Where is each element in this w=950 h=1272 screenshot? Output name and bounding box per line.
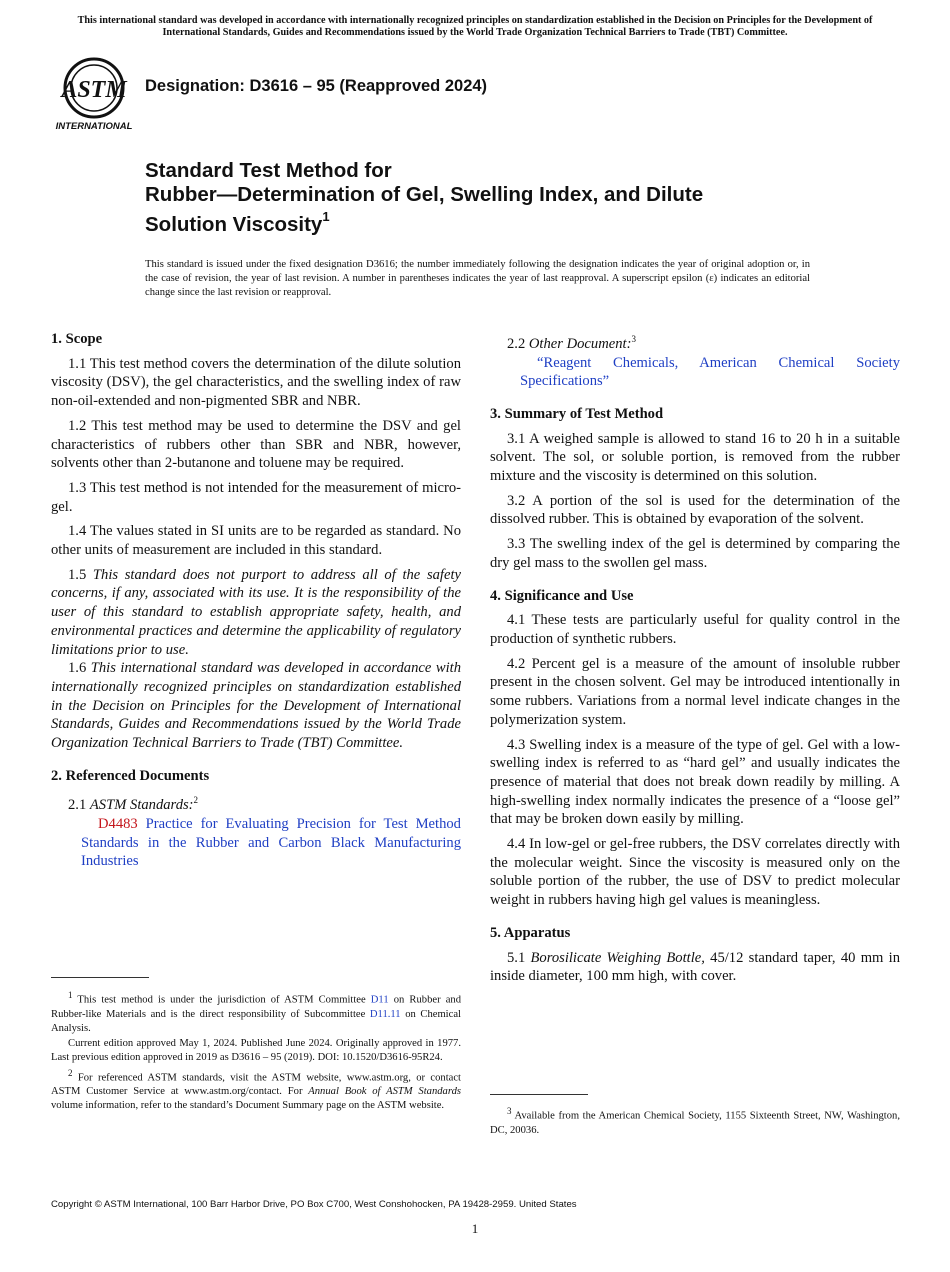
astm-logo (54, 56, 134, 132)
committee-d11-link[interactable]: D11 (370, 994, 389, 1006)
left-column (51, 330, 461, 871)
section-heading-summary: 3. Summary of Test Method (490, 405, 664, 422)
paragraph-1-5: 1.5 This standard does not purport to address all of the safety concerns, if any, associated with its use. It is the responsibility of the user of this standard to establish appropriate safety, health, and environmental practices and determine the applicability of regulatory limitations prior to use. (51, 566, 461, 658)
section-heading-scope: 1. Scope (51, 331, 103, 347)
footnote-divider-left (51, 977, 149, 978)
footnotes-left (51, 988, 461, 1113)
subcommittee-d11-11-link[interactable]: D11.11 (369, 1008, 401, 1020)
footnotes-right (490, 1104, 900, 1138)
title-line-3: Solution Viscosity$^1$ (145, 209, 330, 236)
paragraph-4-1: 4.1 These tests are particularly useful for quality control in the production of synthetic rubbers. (490, 612, 900, 647)
paragraph-2-1: 2.1 ASTM Standards:$^2$ (68, 795, 199, 814)
paragraph-1-2: 1.2 This test method may be used to determine the DSV and gel characteristics of rubbers other than SBR and NBR, however, solvents other than 2-butanone and toluene may be required. (51, 417, 461, 472)
title-line-2: Rubber—Determination of Gel, Swelling Index, and Dilute (145, 183, 704, 206)
document-title (145, 159, 865, 237)
right-column (490, 330, 900, 986)
title-line-1: Standard Test Method for (145, 159, 392, 182)
section-heading-apparatus: 5. Apparatus (490, 924, 571, 941)
section-heading-referenced-documents: 2. Referenced Documents (51, 767, 210, 784)
logo-subtext: INTERNATIONAL (55, 121, 133, 132)
reference-reagent-chemicals-link[interactable]: “Reagent Chemicals, American Chemical Society Specifications” (520, 354, 900, 390)
section-heading-significance: 4. Significance and Use (490, 587, 634, 604)
footnote-divider-right (490, 1094, 588, 1095)
paragraph-1-6: 1.6 This international standard was developed in accordance with internationally recognized principles on standardization established in the Decision on Principles for the Development of International Standards, Guides and Recommendations issued by the World Trade Organization Technical Barriers to Trade (TBT) Committee. (51, 660, 462, 752)
paragraph-3-2: 3.2 A portion of the sol is used for the determination of the dissolved rubber. This is obtained by evaporation of the solvent. (490, 492, 900, 528)
intro-paragraph: This standard is issued under the fixed designation D3616; the number immediately following the designation indicates the year of original adoption or, in the case of revision, the year of last revision. A number in parentheses indicates the year of last reapproval. A superscript epsilon (ε) indicates an editorial change since the last revision or reapproval. (145, 259, 810, 298)
paragraph-4-3: 4.3 Swelling index is a measure of the type of gel. Gel with a low-swelling index is referred to as “hard gel” and usually indicates the presence of material that does not break down readily by milling. A high-swelling index normally indicates the presence of a “loose gel” that may be broken down easily by milling. (490, 736, 900, 828)
reference-title-link[interactable]: Practice for Evaluating Precision for Test Method Standards in the Rubber and Carbon Black Manufacturing Industries (81, 816, 461, 870)
page-number: 1 (471, 1221, 479, 1236)
paragraph-4-4: 4.4 In low-gel or gel-free rubbers, the DSV correlates directly with the molecular weight. Since the viscosity is measured only on the soluble portion of the rubber, the use of DSV to predict molecular weight in rubbers having high gel values is meaningless. (490, 836, 900, 909)
footnote-ref-3[interactable]: 3 (631, 334, 636, 344)
development-notice: This international standard was developed in accordance with internationally recognized principles on standardization established in the Decision on Principles for the Development of International Standards, Guides and Recommendations issued by the World Trade Organization Technical Barriers to Trade (TBT) Committee. (77, 15, 873, 38)
paragraph-1-1: 1.1 This test method covers the determination of the dilute solution viscosity (DSV), the gel characteristics, and the swelling index of raw non-oil-extended and non-pigmented SBR and NBR. (51, 355, 461, 410)
paragraph-3-1: 3.1 A weighed sample is allowed to stand 16 to 20 h in a suitable solvent. The sol, or soluble portion, is removed from the rubber mixture and the viscosity is determined on this solution. (490, 430, 900, 485)
footnote-1-edition: Current edition approved May 1, 2024. Published June 2024. Originally approved in 1977. Last previous edition approved in 2019 as D3616 – 95 (2019). DOI: 10.1520/D3616-95R24. (51, 1037, 461, 1063)
copyright-line: Copyright © ASTM International, 100 Barr Harbor Drive, PO Box C700, West Conshohocken, PA 19428-2959. United States (51, 1199, 577, 1210)
paragraph-5-1: 5.1 Borosilicate Weighing Bottle, 45/12 standard taper, 40 mm in inside diameter, 100 mm high, with cover. (490, 949, 901, 985)
footnote-2: $^2$ For referenced ASTM standards, visit the ASTM website, www.astm.org, or contact ASTM Customer Service at www.astm.org/contact. For Annual Book of ASTM Standards volume information, refer to the standard’s Document Summary page on the ASTM website. (51, 1067, 461, 1112)
title-footnote-ref[interactable]: 1 (322, 209, 330, 224)
footnote-3: $^3$ Available from the American Chemical Society, 1155 Sixteenth Street, NW, Washington, DC, 20036. (490, 1106, 900, 1136)
logo-text: ASTM (61, 77, 127, 103)
designation: Designation: D3616 – 95 (Reapproved 2024) (145, 77, 488, 95)
paragraph-3-3: 3.3 The swelling index of the gel is determined by comparing the dry gel mass to the swollen gel mass. (490, 536, 900, 571)
paragraph-1-3: 1.3 This test method is not intended for the measurement of micro-gel. (51, 479, 461, 515)
footnote-ref-2[interactable]: 2 (193, 795, 199, 806)
reference-d4483 (51, 815, 461, 871)
paragraph-1-4: 1.4 The values stated in SI units are to be regarded as standard. No other units of measurement are included in this standard. (51, 523, 461, 559)
paragraph-4-2: 4.2 Percent gel is a measure of the amount of insoluble rubber present in the chosen solvent. Gel may be introduced intentionally in some rubbers. Variations from a normal level indicate changes in the polymerization system. (490, 655, 900, 728)
footnote-1: $^1$ This test method is under the jurisdiction of ASTM Committee D11 on Rubber and Rubber-like Materials and is the direct responsibility of Subcommittee D11.11 on Chemical Analysis. (51, 990, 461, 1034)
reference-code-link[interactable]: D4483 (98, 816, 138, 833)
paragraph-2-2: 2.2 Other Document:$^3$ (507, 334, 636, 352)
